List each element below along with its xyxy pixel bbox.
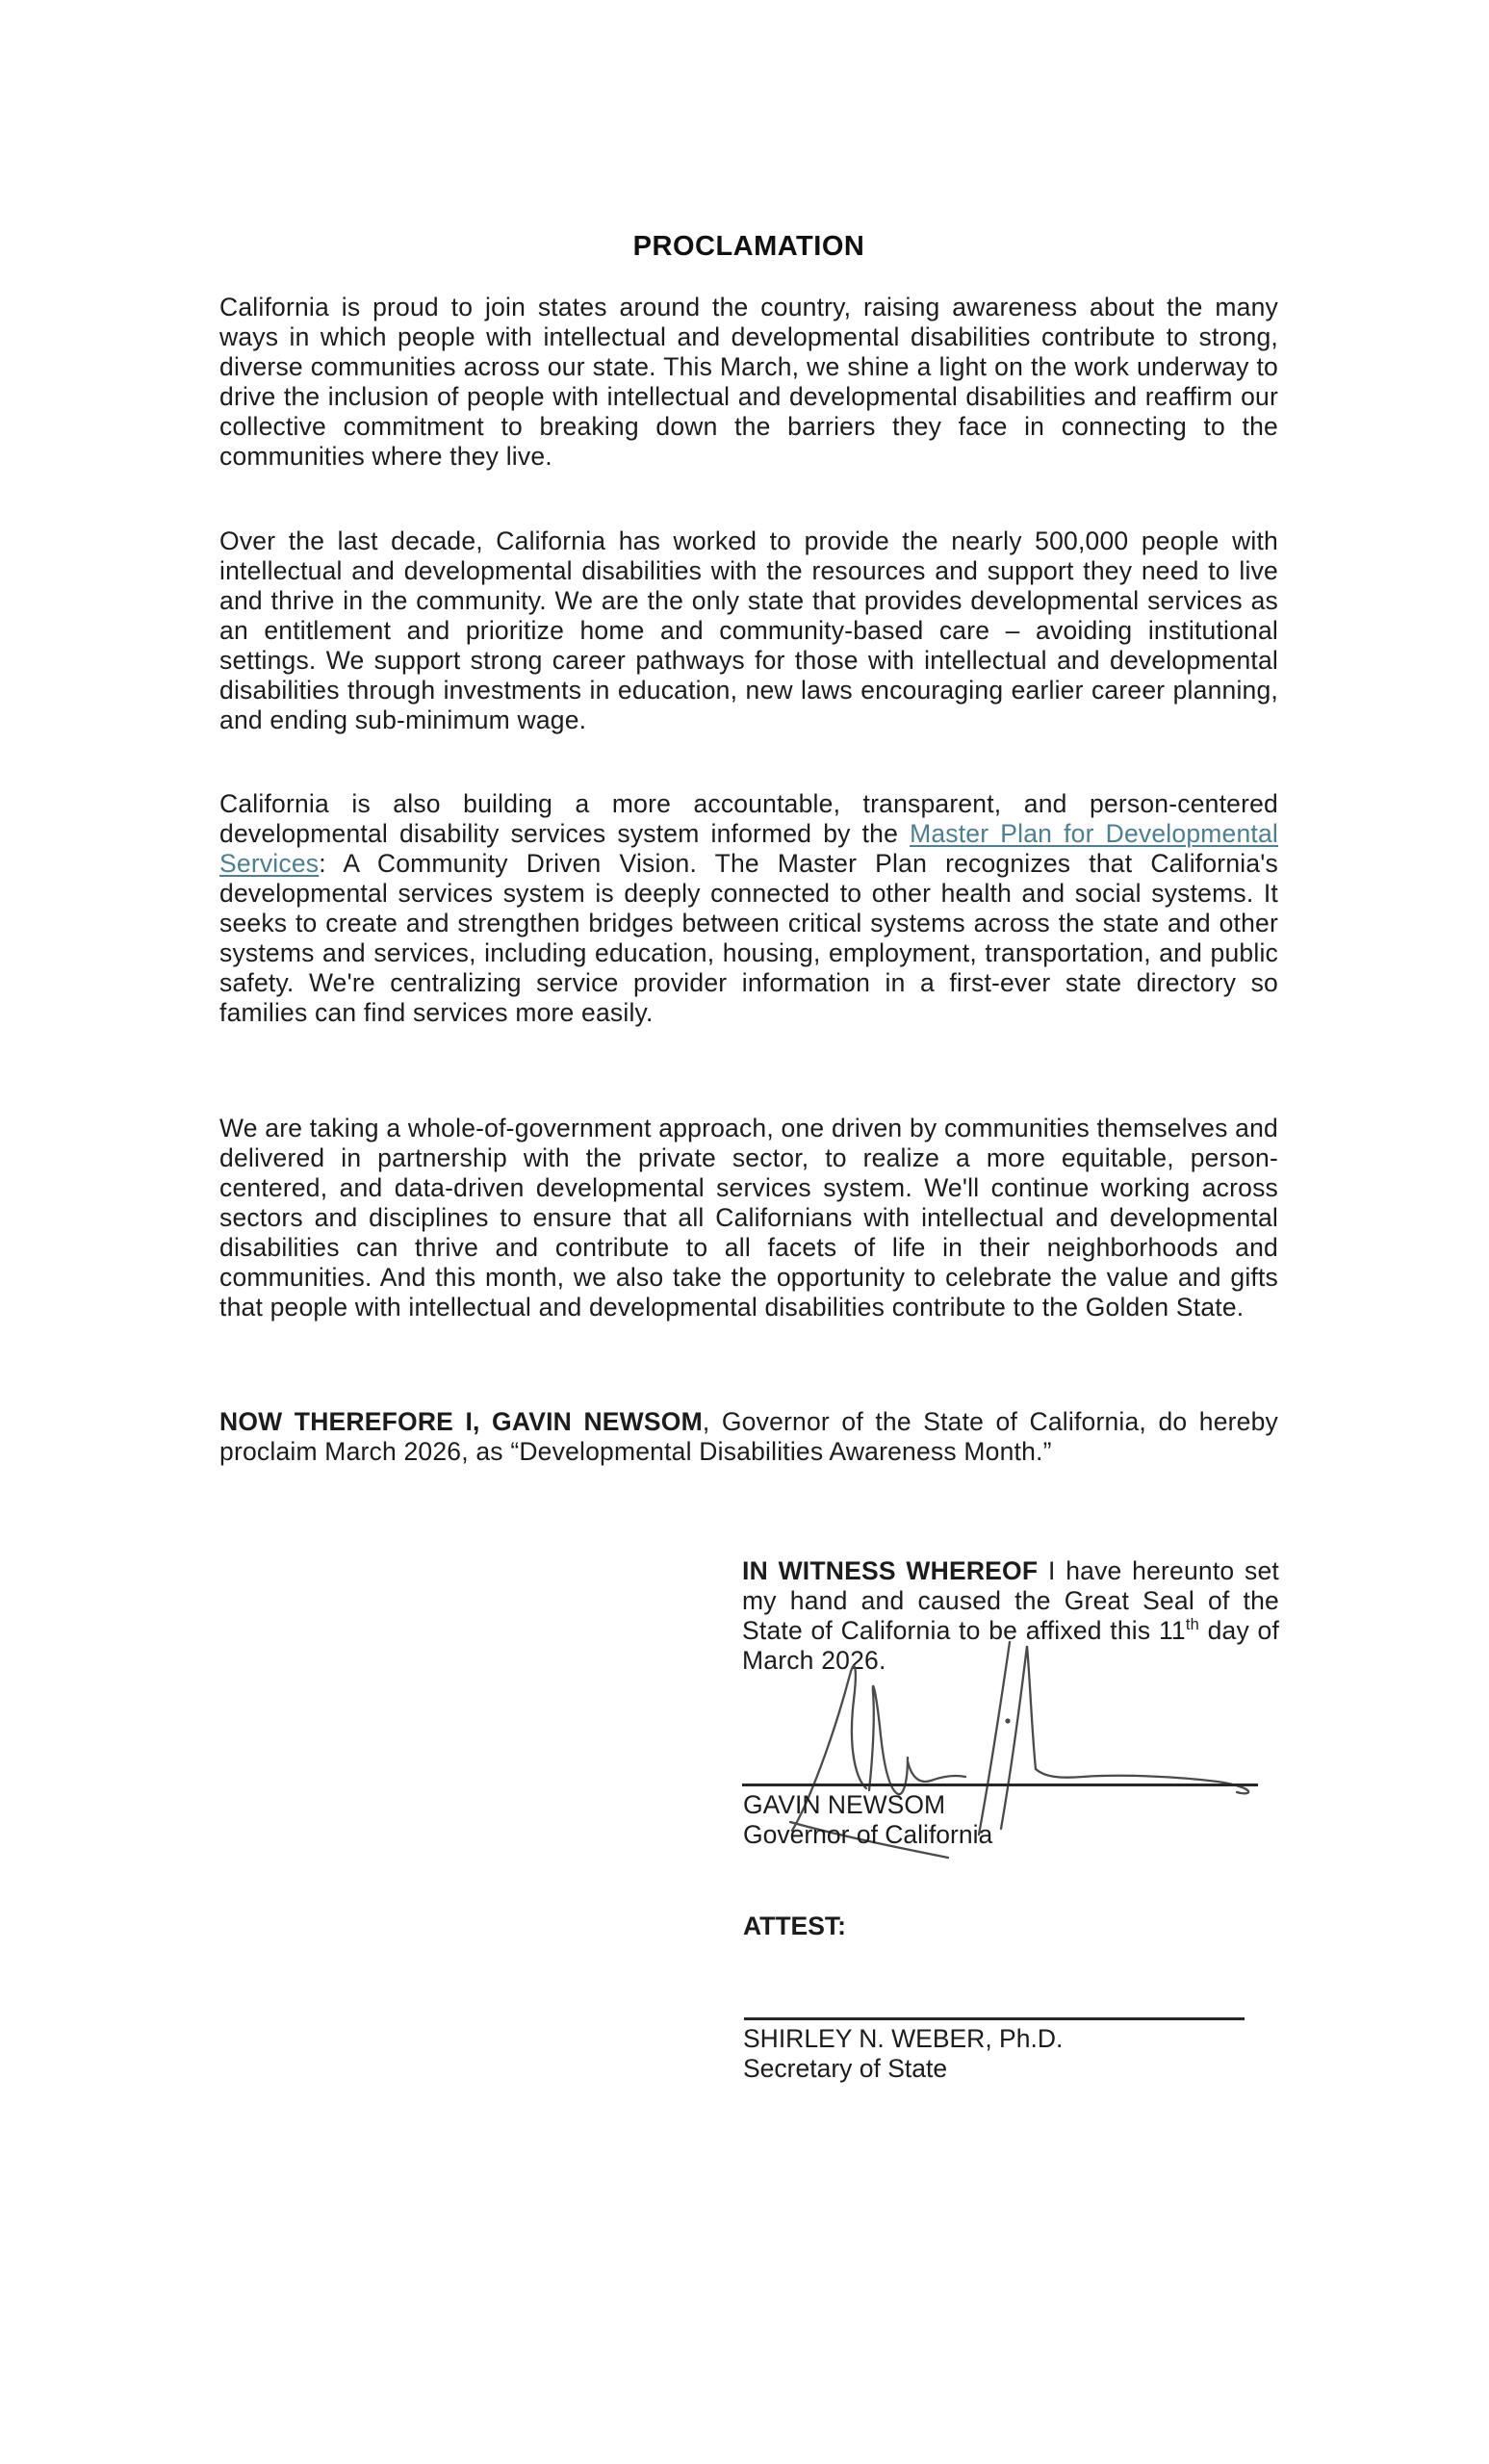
body-paragraph-3 [219,789,1278,1028]
proclaiming-clause [219,1407,1278,1467]
text-run: We are taking a whole-of-government approach, one driven by communities themselves and delivered in partnership with the private sector, to realize a more equitable, person-centered, and data-driven developmental services system. We'll continue working across sectors and disciplines to ensure that all Californians with intellectual and developmental disabilities can thrive and contribute to all facets of life in their neighborhoods and communities. And this month, we also take the opportunity to celebrate the value and gifts that people with intellectual and developmental disabilities contribute to the Golden State. [219,1114,1278,1322]
text-run: Over the last decade, California has worked to provide the nearly 500,000 people with intellectual and developmental disabilities with the resources and support they need to live and thrive in the community. We are the only state that provides developmental services as an entitlement and prioritize home and community-based care – avoiding institutional settings. We support strong career pathways for those with intellectual and developmental disabilities through investments in education, new laws encouraging earlier career planning, and ending sub-minimum wage. [219,526,1278,734]
text-run: California is also building a more accountable, transparent, and person-centered developmental disability services system informed by the [219,789,1278,848]
superscript-ordinal: th [1185,1616,1199,1634]
body-paragraph-1 [219,293,1278,472]
proclamation-title: PROCLAMATION [632,231,865,262]
text-run: I have hereunto set my hand and caused the Great Seal of the State of California to be affixed this 11 [742,1556,1279,1645]
attest-label: ATTEST: [743,1912,846,1940]
governor-name: GAVIN NEWSOM [743,1790,946,1819]
text-run: day of March 2026. [742,1616,1280,1675]
governor-signature-line [742,1784,1258,1786]
secretary-name: SHIRLEY N. WEBER, Ph.D. [743,2024,1064,2053]
text-run: California is proud to join states around the country, raising awareness about the many ways in which people with intellectual and developmental disabilities contribute to strong, diverse communities across our state. This March, we shine a light on the work underway to drive the inclusion of people with intellectual and developmental disabilities and reaffirm our collective commitment to breaking down the barriers they face in connecting to the communities where they live. [219,293,1278,471]
secretary-signature-line [744,2017,1245,2020]
body-paragraph-2 [219,526,1278,735]
governor-title: Governor of California [743,1820,993,1849]
bold-run: IN WITNESS WHEREOF [742,1556,1039,1585]
text-run: : A Community Driven Vision. The Master Plan recognizes that California's developmental services system is deeply connected to other health and social systems. It seeks to create and strengthen bridges between critical systems across the state and other systems and services, including education, housing, employment, transportation, and public safety. We're centralizing service provider information in a first-ever state directory so families can find services more easily. [219,849,1278,1027]
text-run: , Governor of the State of California, do hereby proclaim March 2026, as “Developmental Disabilities Awareness Month.” [219,1407,1278,1466]
body-paragraph-4 [219,1114,1278,1322]
master-plan-link[interactable]: Master Plan for Developmental Services [219,819,1278,878]
bold-run: NOW THEREFORE I, GAVIN NEWSOM [219,1407,703,1436]
secretary-title: Secretary of State [743,2054,948,2083]
